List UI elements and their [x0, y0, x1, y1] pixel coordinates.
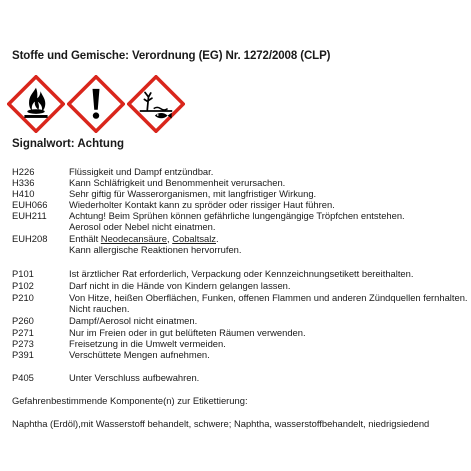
statement-code: P101 — [12, 268, 34, 279]
components-heading: Gefahrenbestimmende Komponente(n) zur Etikettierung: — [12, 395, 248, 406]
statement-text: Verschüttete Mengen aufnehmen. — [69, 349, 210, 360]
environment-hazard-icon — [127, 75, 185, 133]
statement-text: Flüssigkeit und Dampf entzündbar. — [69, 166, 214, 177]
exclamation-mark-icon — [67, 75, 125, 133]
statement-text-continued: Aerosol oder Nebel nicht einatmen. — [69, 221, 216, 232]
substance-link-neodecansaeure[interactable]: Neodecansäure — [100, 233, 167, 244]
text-prefix: Enthält — [69, 233, 101, 244]
statement-text: Unter Verschluss aufbewahren. — [69, 372, 200, 383]
hazard-pictograms — [7, 75, 187, 133]
statement-code: EUH208 — [12, 233, 48, 244]
statement-text: Ist ärztlicher Rat erforderlich, Verpackung oder Kennzeichnungsetikett bereithalten. — [69, 268, 414, 279]
statement-text: Freisetzung in die Umwelt vermeiden. — [69, 338, 226, 349]
statement-code: EUH066 — [12, 199, 48, 210]
statement-code: P102 — [12, 280, 34, 291]
separator: , — [167, 233, 173, 244]
statement-code: H336 — [12, 177, 35, 188]
statement-code: P405 — [12, 372, 34, 383]
statement-text-continued: Kann allergische Reaktionen hervorrufen. — [69, 244, 242, 255]
signal-word: Signalwort: Achtung — [12, 138, 125, 150]
statement-code: P273 — [12, 338, 34, 349]
statement-text: Von Hitze, heißen Oberflächen, Funken, offenen Flammen und anderen Zündquellen fernhalten. — [69, 292, 468, 303]
statement-code: P391 — [12, 349, 34, 360]
substance-link-cobaltsalz[interactable]: Cobaltsalz — [172, 233, 216, 244]
statement-code: P271 — [12, 327, 34, 338]
statement-text: Kann Schläfrigkeit und Benommenheit verursachen. — [69, 177, 286, 188]
flame-icon — [7, 75, 65, 133]
statement-text-continued: Nicht rauchen. — [69, 303, 130, 314]
statement-code: EUH211 — [12, 210, 47, 221]
statement-text: Darf nicht in die Hände von Kindern gelangen lassen. — [69, 280, 291, 291]
statement-text — [69, 233, 242, 244]
statement-text: Dampf/Aerosol nicht einatmen. — [69, 315, 198, 326]
statement-code: H226 — [12, 166, 35, 177]
statement-code: P210 — [12, 292, 34, 303]
statement-text: Wiederholter Kontakt kann zu spröder oder rissiger Haut führen. — [69, 199, 335, 210]
statement-code: H410 — [12, 188, 35, 199]
components-text: Naphtha (Erdöl),mit Wasserstoff behandelt, schwere; Naphtha, wasserstoffbehandelt, niedrigsiedend — [12, 418, 430, 429]
statement-code: P260 — [12, 315, 34, 326]
statement-text: Sehr giftig für Wasserorganismen, mit langfristiger Wirkung. — [69, 188, 317, 199]
text-suffix: . — [216, 233, 219, 244]
statement-text: Achtung! Beim Sprühen können gefährliche lungengängige Tröpfchen entstehen. — [69, 210, 405, 221]
statement-text: Nur im Freien oder in gut belüfteten Räumen verwenden. — [69, 327, 306, 338]
page-title: Stoffe und Gemische: Verordnung (EG) Nr. 1272/2008 (CLP) — [12, 50, 331, 62]
